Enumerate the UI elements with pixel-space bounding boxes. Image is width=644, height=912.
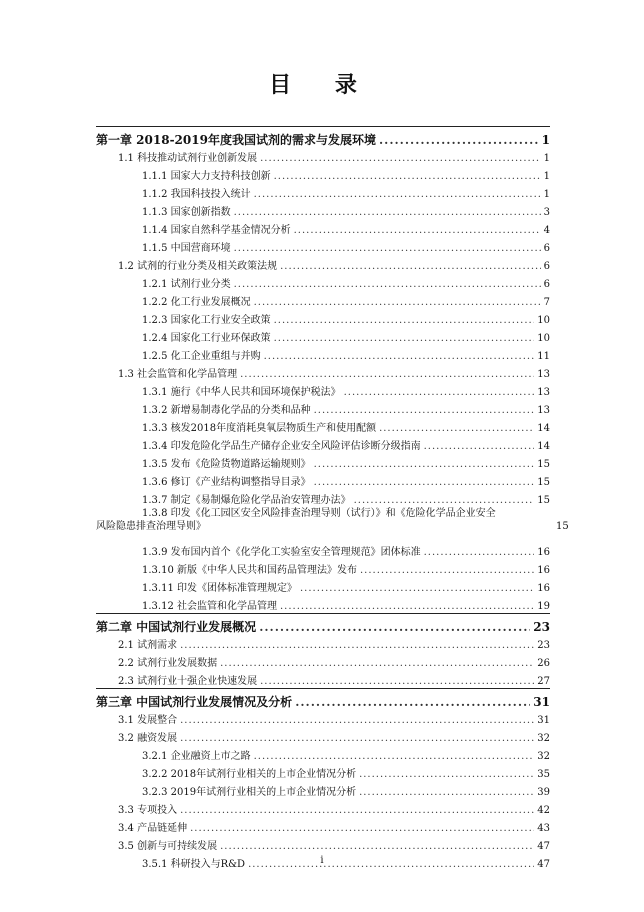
- toc-page-number: 31: [537, 715, 550, 726]
- toc-entry[interactable]: [96, 709, 550, 727]
- toc-entry-label: 1.3.10 新版《中华人民共和国药品管理法》发布: [142, 565, 357, 576]
- toc-entry-label: 1.3 社会监管和化学品管理: [118, 369, 238, 380]
- dot-leader: [280, 260, 541, 273]
- toc-entry[interactable]: [96, 559, 550, 577]
- toc-page-number: 35: [537, 769, 550, 780]
- toc-page-number: 16: [537, 583, 550, 594]
- toc-page-number: 15: [537, 477, 550, 488]
- toc-entry[interactable]: [96, 595, 550, 613]
- toc-entry[interactable]: [96, 507, 569, 541]
- toc-entry-label: 3.4 产品链延伸: [118, 823, 188, 834]
- toc-entry[interactable]: [96, 471, 550, 489]
- toc-entry[interactable]: [96, 237, 550, 255]
- toc-entry[interactable]: [96, 745, 550, 763]
- toc-entry-label: 第三章 中国试剂行业发展情况及分析: [96, 695, 293, 709]
- toc-entry-label: 2.3 试剂行业十强企业快速发展: [118, 676, 258, 687]
- toc-entry-label: 1.3.5 发布《危险货物道路运输规则》: [142, 459, 311, 470]
- toc-entry-label: 3.2 融资发展: [118, 733, 178, 744]
- toc-entry-label: 1.3.4 印发危险化学品生产储存企业安全风险评估诊断分级指南: [142, 441, 421, 452]
- toc-entry[interactable]: [96, 309, 550, 327]
- toc-entry-label: 1.3.9 发布国内首个《化学化工实验室安全管理规范》团体标准: [142, 547, 421, 558]
- toc-page-number: 19: [537, 601, 550, 612]
- dot-leader: [314, 458, 535, 471]
- dot-leader: [260, 675, 534, 688]
- toc-entry-label: 1.3.12 社会监管和化学品管理: [142, 601, 277, 612]
- toc-page-number: 32: [537, 751, 550, 762]
- dot-leader: [240, 368, 534, 381]
- toc-entry-label: 1.2.4 国家化工行业环保政策: [142, 333, 271, 344]
- dot-leader: [260, 152, 541, 165]
- dot-leader: [359, 786, 534, 799]
- toc-entry-label: 第一章 2018-2019年度我国试剂的需求与发展环境: [96, 133, 376, 147]
- toc-entry-label: 3.3 专项投入: [118, 805, 178, 816]
- toc-entry[interactable]: [96, 201, 550, 219]
- dot-leader: [254, 750, 535, 763]
- dot-leader: [254, 296, 541, 309]
- dot-leader: [294, 224, 541, 237]
- toc-entry[interactable]: [96, 363, 550, 381]
- toc-chapter-entry[interactable]: [96, 126, 550, 147]
- toc-entry[interactable]: [96, 381, 550, 399]
- toc-page-number: 23: [537, 640, 550, 651]
- toc-entry[interactable]: [96, 835, 550, 853]
- dot-leader: [300, 582, 534, 595]
- toc-page-number: 14: [537, 441, 550, 452]
- toc-page-number: 27: [537, 676, 550, 687]
- toc-entry-label-continued: 风险隐患排查治理导则》: [96, 521, 206, 532]
- toc-page-number: 6: [543, 261, 550, 272]
- toc-entry[interactable]: [96, 541, 550, 559]
- toc-entry-label: 1.2.3 国家化工行业安全政策: [142, 315, 271, 326]
- toc-page-number: 3: [543, 207, 550, 218]
- toc-entry[interactable]: [96, 165, 550, 183]
- dot-leader: [354, 494, 535, 507]
- dot-leader: [180, 714, 534, 727]
- toc-entry[interactable]: [96, 817, 550, 835]
- toc-page-number: 1: [543, 189, 550, 200]
- toc-entry[interactable]: [96, 273, 550, 291]
- toc-entry[interactable]: [96, 327, 550, 345]
- toc-entry[interactable]: [96, 781, 550, 799]
- toc-page-number: 10: [537, 333, 550, 344]
- toc-entry-label: 1.3.8 印发《化工园区安全风险排查治理导则（试行）》和《危险化学品企业安全: [142, 508, 496, 519]
- toc-entry[interactable]: [96, 345, 550, 363]
- toc-page-number: 13: [537, 405, 550, 416]
- toc-entry-label: 3.2.1 企业融资上市之路: [142, 751, 251, 762]
- toc-entry[interactable]: [96, 670, 550, 688]
- dot-leader: [220, 840, 534, 853]
- toc-page-number: 23: [533, 620, 550, 634]
- toc-entry[interactable]: [96, 417, 550, 435]
- toc-entry-label: 1.3.11 印发《团体标准管理规定》: [142, 583, 297, 594]
- dot-leader: [264, 350, 535, 363]
- page-number: i: [320, 855, 324, 866]
- toc-page-number: 14: [537, 423, 550, 434]
- toc-entry-label: 3.2.3 2019年试剂行业相关的上市企业情况分析: [142, 787, 357, 798]
- page-title: 目 录: [269, 72, 375, 98]
- toc-entry[interactable]: [96, 255, 550, 273]
- toc-page-number: 39: [537, 787, 550, 798]
- toc-entry-label: 1.1.4 国家自然科学基金情况分析: [142, 225, 291, 236]
- dot-leader: [274, 170, 541, 183]
- table-of-contents: [96, 126, 569, 871]
- toc-page-number: 26: [537, 658, 550, 669]
- dot-leader: [234, 242, 541, 255]
- toc-entry[interactable]: [96, 147, 550, 165]
- toc-entry-label: 1.3.1 施行《中华人民共和国环境保护税法》: [142, 387, 341, 398]
- toc-page-number: 10: [537, 315, 550, 326]
- toc-entry[interactable]: [96, 727, 550, 745]
- dot-leader: [234, 206, 541, 219]
- toc-entry-label: 1.1.1 国家大力支持科技创新: [142, 171, 271, 182]
- dot-leader: [344, 386, 535, 399]
- toc-entry-label: 1.3.2 新增易制毒化学品的分类和品种: [142, 405, 311, 416]
- toc-entry-label: 第二章 中国试剂行业发展概况: [96, 620, 257, 634]
- toc-page-number: 16: [537, 547, 550, 558]
- toc-page-number: 31: [533, 695, 550, 709]
- toc-entry-label: 1.3.3 核发2018年度消耗臭氧层物质生产和使用配额: [142, 423, 377, 434]
- toc-page-number: 6: [543, 243, 550, 254]
- toc-entry-label: 3.2.2 2018年试剂行业相关的上市企业情况分析: [142, 769, 357, 780]
- toc-entry-label: 1.1 科技推动试剂行业创新发展: [118, 153, 258, 164]
- toc-entry-label: 1.2 试剂的行业分类及相关政策法规: [118, 261, 278, 272]
- toc-entry-label: 2.2 试剂行业发展数据: [118, 658, 218, 669]
- toc-entry[interactable]: [96, 219, 550, 237]
- toc-page-number: 43: [537, 823, 550, 834]
- dot-leader: [314, 404, 535, 417]
- toc-entry-label: 1.1.5 中国营商环境: [142, 243, 231, 254]
- toc-page-number: 15: [537, 459, 550, 470]
- dot-leader: [359, 768, 534, 781]
- toc-entry-label: 3.5 创新与可持续发展: [118, 841, 218, 852]
- toc-page-number: 15: [556, 521, 569, 532]
- toc-entry[interactable]: [96, 763, 550, 781]
- dot-leader: [295, 696, 530, 709]
- dot-leader: [234, 278, 541, 291]
- toc-entry-label: 1.2.1 试剂行业分类: [142, 279, 231, 290]
- dot-leader: [220, 657, 534, 670]
- toc-entry[interactable]: [96, 577, 550, 595]
- toc-page-number: 47: [537, 859, 550, 870]
- toc-page-number: 15: [537, 495, 550, 506]
- toc-entry[interactable]: [96, 652, 550, 670]
- toc-entry[interactable]: [96, 634, 550, 652]
- toc-page-number: 42: [537, 805, 550, 816]
- toc-entry-label: 3.5.1 科研投入与R&D: [142, 859, 246, 870]
- toc-entry[interactable]: [96, 489, 550, 507]
- dot-leader: [180, 804, 534, 817]
- toc-entry[interactable]: [96, 399, 550, 417]
- dot-leader: [259, 621, 530, 634]
- toc-entry-label: 1.3.7 制定《易制爆危险化学品治安管理办法》: [142, 495, 351, 506]
- dot-leader: [424, 546, 535, 559]
- toc-entry-label: 1.3.6 修订《产业结构调整指导目录》: [142, 477, 311, 488]
- toc-entry[interactable]: [96, 183, 550, 201]
- toc-entry[interactable]: [96, 799, 550, 817]
- dot-leader: [314, 476, 535, 489]
- toc-chapter-entry[interactable]: [96, 688, 550, 709]
- dot-leader: [180, 732, 534, 745]
- toc-page-number: 13: [537, 369, 550, 380]
- dot-leader: [360, 564, 534, 577]
- dot-leader: [180, 639, 534, 652]
- toc-page-number: 13: [537, 387, 550, 398]
- toc-page-number: 1: [541, 133, 550, 147]
- toc-page-number: 11: [537, 351, 550, 362]
- toc-entry[interactable]: [96, 435, 550, 453]
- dot-leader: [190, 822, 534, 835]
- dot-leader: [254, 188, 541, 201]
- dot-leader: [280, 600, 534, 613]
- dot-leader: [274, 314, 535, 327]
- toc-entry-label: 3.1 发展整合: [118, 715, 178, 726]
- toc-entry[interactable]: [96, 453, 550, 471]
- toc-entry[interactable]: [96, 291, 550, 309]
- toc-entry-label: 1.1.3 国家创新指数: [142, 207, 231, 218]
- dot-leader: [379, 134, 539, 147]
- toc-chapter-entry[interactable]: [96, 613, 550, 634]
- dot-leader: [424, 440, 535, 453]
- toc-page-number: 47: [537, 841, 550, 852]
- toc-entry-label: 1.1.2 我国科技投入统计: [142, 189, 251, 200]
- toc-page-number: 1: [543, 153, 550, 164]
- toc-page-number: 1: [543, 171, 550, 182]
- toc-entry-label: 1.2.2 化工行业发展概况: [142, 297, 251, 308]
- toc-entry-label: 1.2.5 化工企业重组与并购: [142, 351, 261, 362]
- toc-page-number: 32: [537, 733, 550, 744]
- dot-leader: [379, 422, 534, 435]
- dot-leader: [274, 332, 535, 345]
- toc-page-number: 16: [537, 565, 550, 576]
- toc-page-number: 7: [543, 297, 550, 308]
- toc-page-number: 4: [543, 225, 550, 236]
- toc-entry-label: 2.1 试剂需求: [118, 640, 178, 651]
- toc-page-number: 6: [543, 279, 550, 290]
